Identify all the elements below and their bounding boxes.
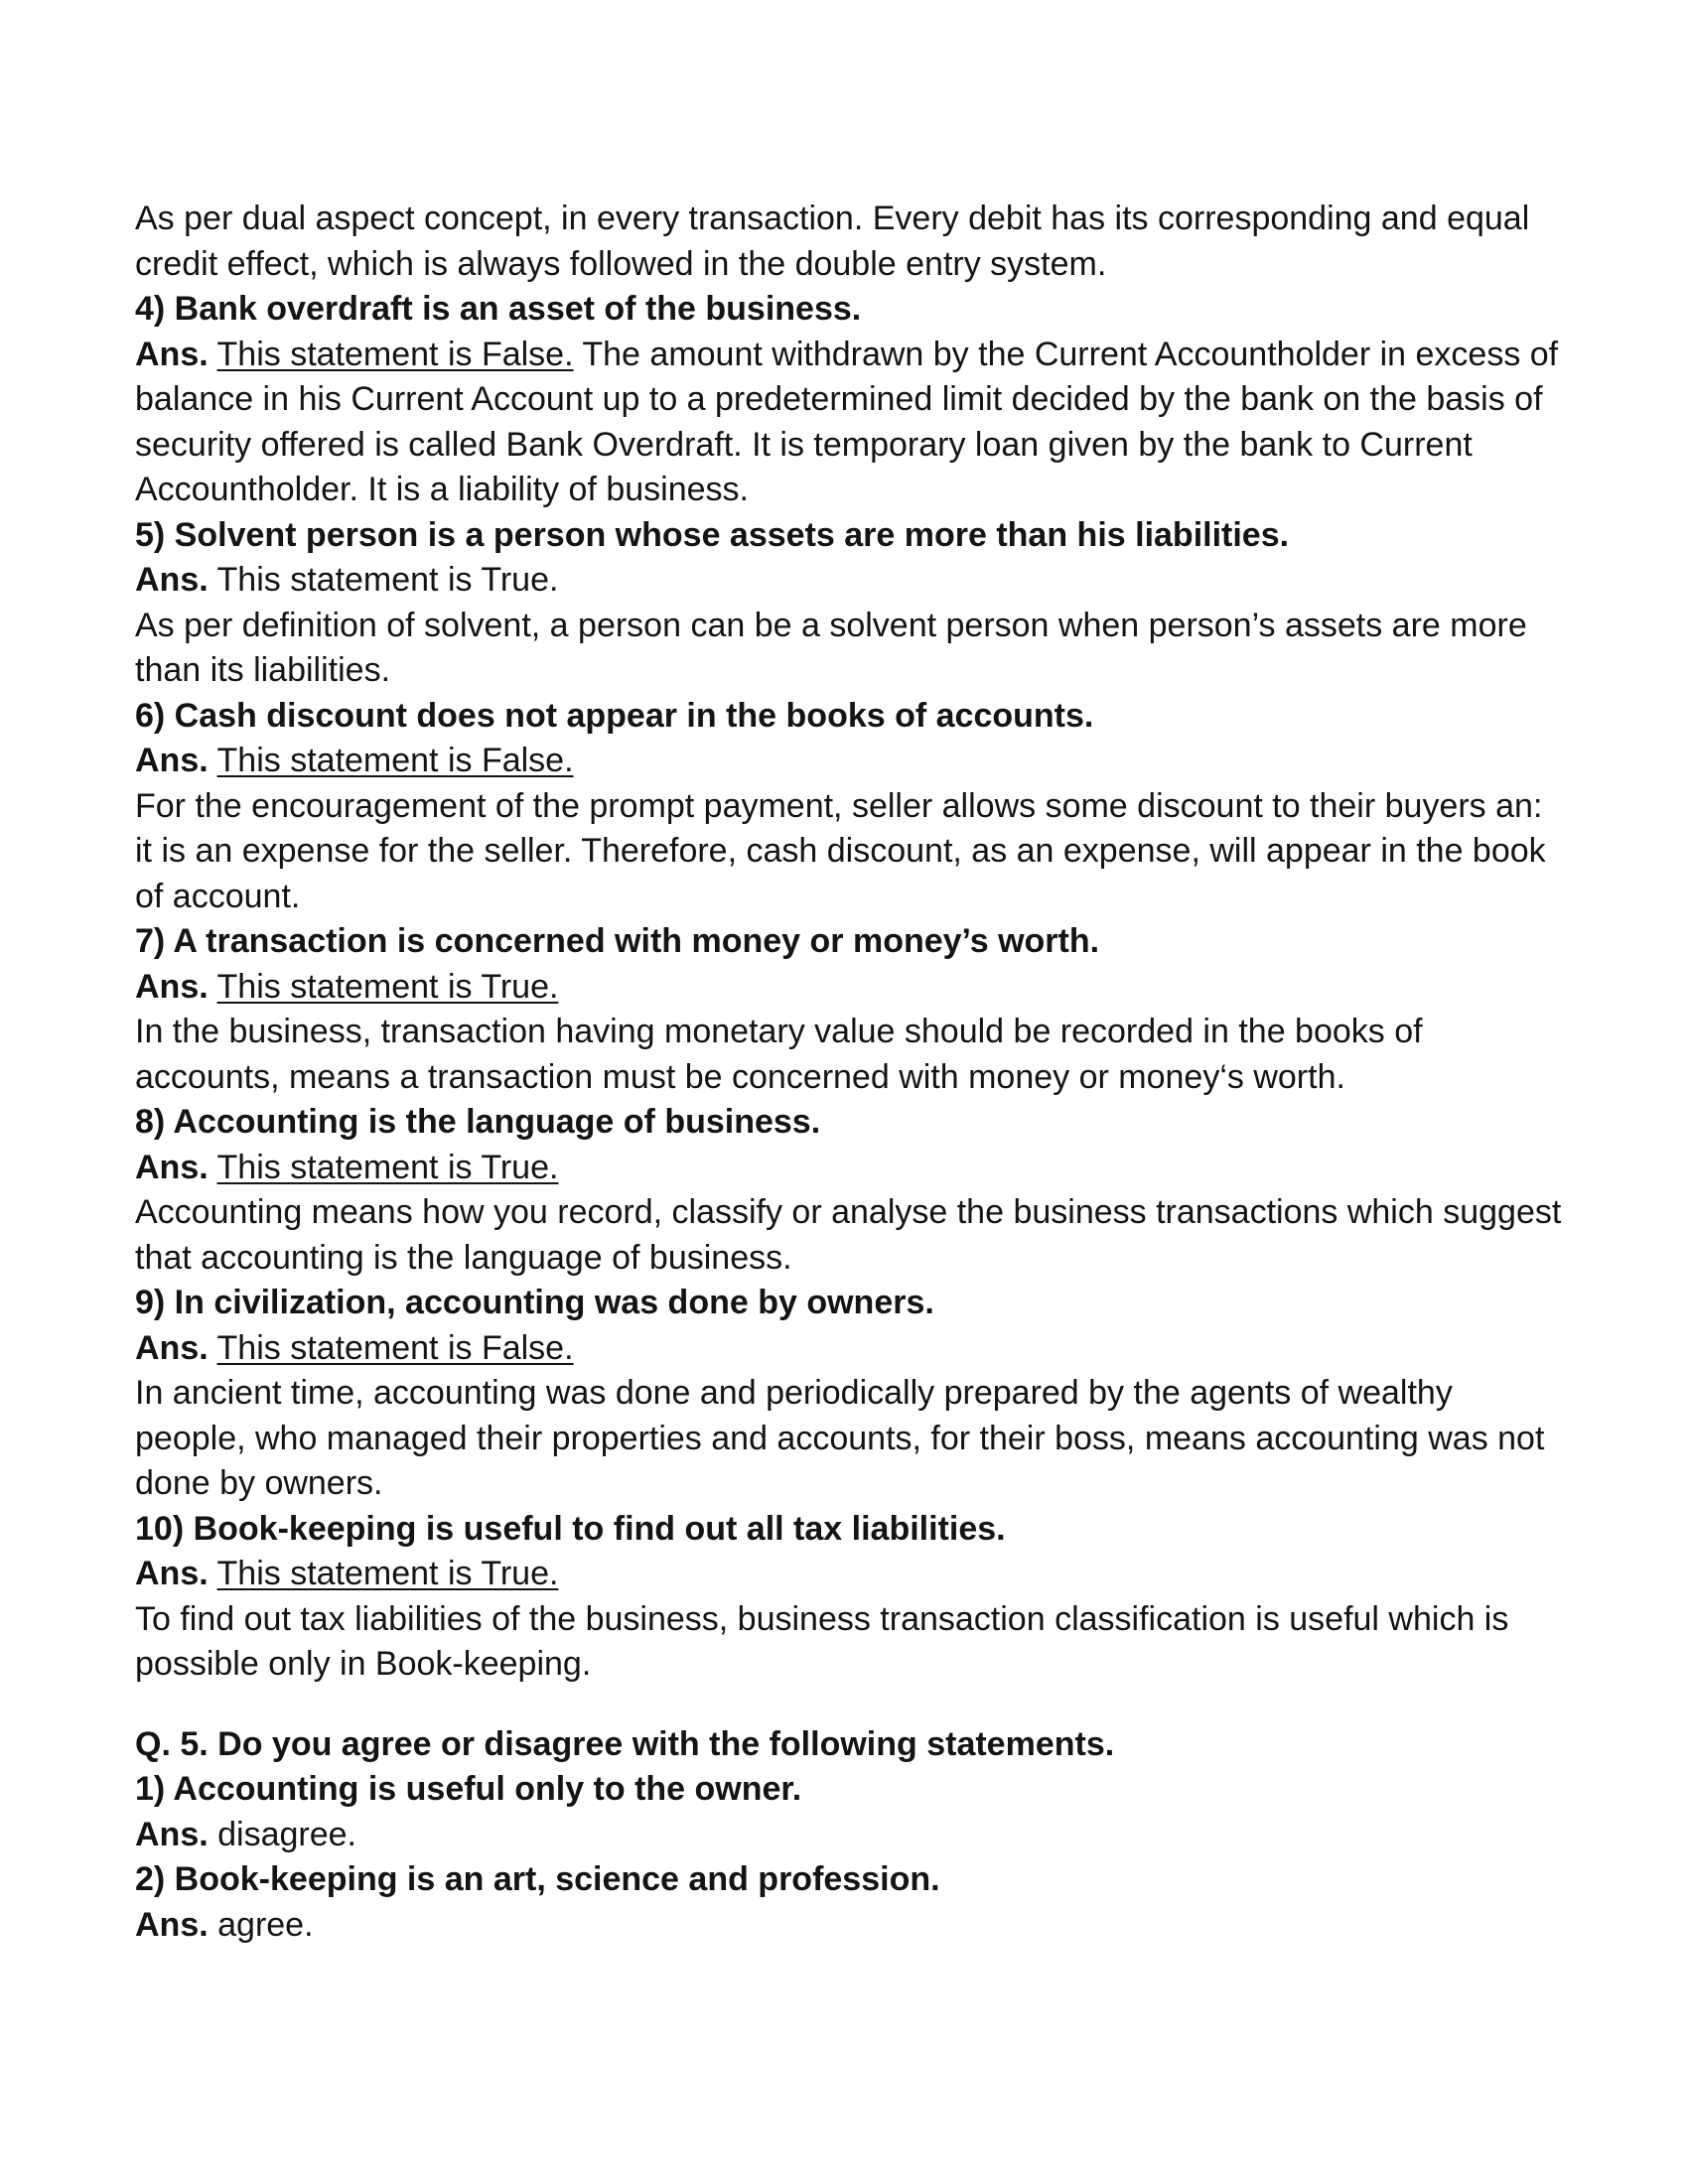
q5-question-1: 1) Accounting is useful only to the owner. bbox=[135, 1770, 802, 1808]
answer-4-text: The amount withdrawn by the Current Accountholder in excess of balance in his Current Account up to a predetermined limit decided by the bank on the basis of security offered is called Bank Overdraft. It is temporary loan given by the bank to Current Accountholder. It is a liability of business. bbox=[135, 335, 1559, 508]
ans-label: Ans. bbox=[135, 1555, 209, 1592]
ans-label: Ans. bbox=[135, 742, 209, 779]
verdict-10: This statement is True. bbox=[216, 1555, 559, 1592]
answer-4 bbox=[135, 333, 1565, 513]
explanation-7: In the business, transaction having monetary value should be recorded in the books of accounts, means a transaction must be concerned with money or money‘s worth. bbox=[135, 1013, 1423, 1096]
explanation-10: To find out tax liabilities of the business, business transaction classification is useful which is possible only in Book-keeping. bbox=[135, 1599, 1509, 1683]
q5-answer-1-text: disagree. bbox=[208, 1815, 357, 1853]
answer-8 bbox=[135, 1146, 1565, 1191]
verdict-8: This statement is True. bbox=[216, 1148, 559, 1186]
explanation-6: For the encouragement of the prompt payment, seller allows some discount to their buyers an: it is an expense for the seller. Therefore, cash discount, as an expense, will appear in the book of account. bbox=[135, 786, 1546, 915]
answer-5 bbox=[135, 558, 1565, 604]
question-5: 5) Solvent person is a person whose assets are more than his liabilities. bbox=[135, 515, 1290, 554]
answer-6 bbox=[135, 739, 1565, 784]
explanation-5: As per definition of solvent, a person can be a solvent person when person’s assets are more than its liabilities. bbox=[135, 606, 1527, 689]
document-page bbox=[135, 197, 1565, 1948]
question-4: 4) Bank overdraft is an asset of the business. bbox=[135, 290, 862, 328]
q5-question-2: 2) Book-keeping is an art, science and profession. bbox=[135, 1860, 940, 1898]
q5-answer-2 bbox=[135, 1903, 1565, 1949]
question-9: 9) In civilization, accounting was done by owners. bbox=[135, 1284, 934, 1321]
ans-label: Ans. bbox=[135, 1815, 209, 1853]
q5-answer-2-text: agree. bbox=[208, 1905, 314, 1944]
question-7: 7) A transaction is concerned with money or money’s worth. bbox=[135, 922, 1100, 960]
q5-heading: Q. 5. Do you agree or disagree with the following statements. bbox=[135, 1724, 1115, 1763]
ans-label: Ans. bbox=[135, 1328, 209, 1367]
answer-10 bbox=[135, 1552, 1565, 1597]
ans-label: Ans. bbox=[135, 335, 209, 373]
verdict-6: This statement is False. bbox=[216, 742, 574, 779]
verdict-9: This statement is False. bbox=[216, 1328, 574, 1367]
q5-answer-1 bbox=[135, 1813, 1565, 1858]
verdict-4: This statement is False. bbox=[216, 335, 574, 373]
ans-label: Ans. bbox=[135, 1148, 209, 1186]
ans-label: Ans. bbox=[135, 561, 209, 599]
explanation-8: Accounting means how you record, classify or analyse the business transactions which suggest that accounting is the language of business. bbox=[135, 1193, 1562, 1277]
question-10: 10) Book-keeping is useful to find out all tax liabilities. bbox=[135, 1509, 1006, 1548]
intro-paragraph: As per dual aspect concept, in every transaction. Every debit has its corresponding and equal credit effect, which is always followed in the double entry system. bbox=[135, 200, 1530, 283]
answer-7 bbox=[135, 965, 1565, 1011]
question-6: 6) Cash discount does not appear in the books of accounts. bbox=[135, 696, 1094, 735]
verdict-5: This statement is True. bbox=[216, 561, 559, 599]
ans-label: Ans. bbox=[135, 1905, 209, 1944]
ans-label: Ans. bbox=[135, 967, 209, 1006]
question-8: 8) Accounting is the language of business. bbox=[135, 1103, 821, 1141]
section-gap bbox=[135, 1688, 1565, 1722]
explanation-9: In ancient time, accounting was done and periodically prepared by the agents of wealthy people, who managed their properties and accounts, for their boss, means accounting was not done by owners. bbox=[135, 1374, 1545, 1502]
answer-9 bbox=[135, 1326, 1565, 1372]
verdict-7: This statement is True. bbox=[216, 967, 559, 1006]
